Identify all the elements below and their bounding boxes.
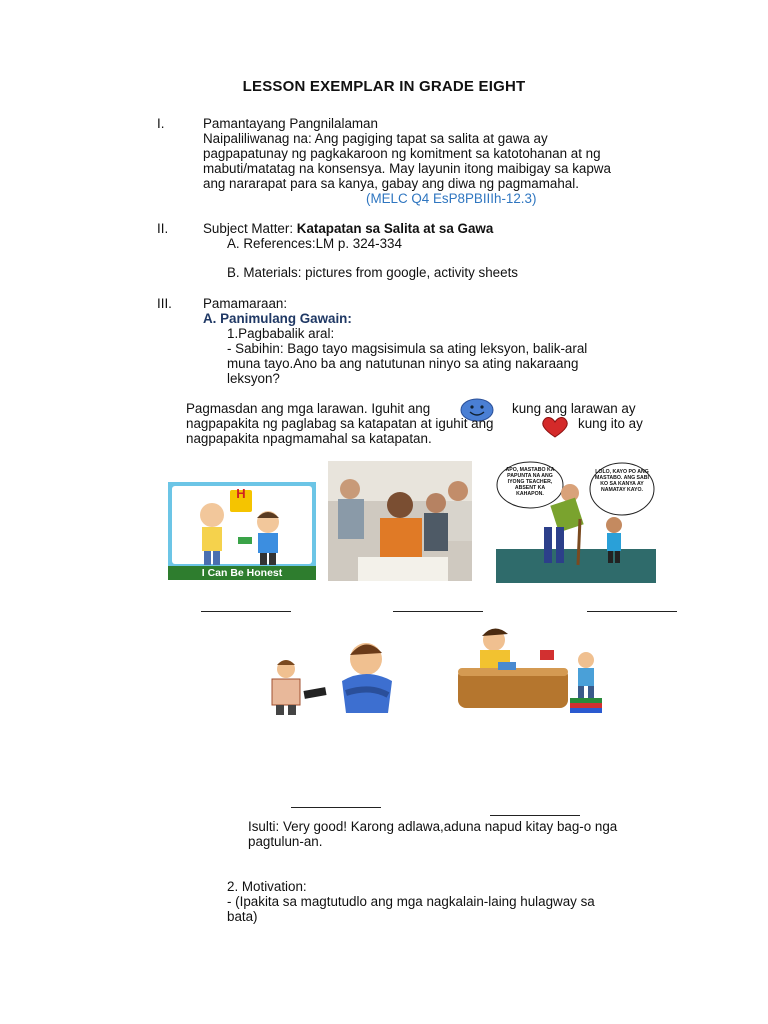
speech-bubble-left: APO, MASTABO KA PAPUNTA NA ANG IYONG TEACHER, ABSENT KA KAHAPON.	[505, 467, 555, 497]
section-1-line: ang nararapat para sa kanya, gabay ang diwa ng pagmamahal.	[203, 176, 579, 191]
pagbabalik-aral: 1.Pagbabalik aral:	[227, 326, 335, 341]
say-line: leksyon?	[227, 371, 280, 386]
answer-blank[interactable]	[490, 815, 580, 816]
answer-blank[interactable]	[201, 611, 291, 612]
section-3-heading: Pamamaraan:	[203, 296, 288, 311]
section-3-numeral: III.	[157, 296, 172, 311]
praise-line: pagtulun-an.	[248, 834, 323, 849]
section-1-line: pagpapatunay ng pagkakaroon ng komitment sa katotohanan at ng	[203, 146, 601, 161]
speech-bubble-right: LOLO, KAYO PO ANG MASTABO. ANG SABI KO SA KANYA AY NAMATAY KAYO.	[595, 469, 649, 493]
page-title: LESSON EXEMPLAR IN GRADE EIGHT	[242, 78, 526, 95]
answer-blank[interactable]	[587, 611, 677, 612]
melc-code: (MELC Q4 EsP8PBIIIh-12.3)	[366, 191, 537, 206]
picture-classroom-exam	[328, 461, 472, 581]
materials: B. Materials: pictures from google, activity sheets	[227, 265, 518, 280]
picture-teacher-and-child	[454, 622, 614, 716]
say-line: - Sabihin: Bago tayo magsisimula sa ating leksyon, balik-aral	[227, 341, 588, 356]
instruction-line: kung ito ay	[578, 416, 643, 431]
motivation-line: - (Ipakita sa magtutudlo ang mga nagkalain-laing hulagway sa	[227, 894, 595, 909]
references: A. References:LM p. 324-334	[227, 236, 402, 251]
praise-line: Isulti: Very good! Karong adlawa,aduna napud kitay bag-o nga	[248, 819, 618, 834]
picture-boy-and-man	[266, 637, 426, 717]
honesty-badge-letter: H	[236, 486, 246, 501]
subject-title: Katapatan sa Salita at sa Gawa	[296, 221, 494, 236]
picture-i-can-be-honest	[168, 482, 316, 580]
say-line: muna tayo.Ano ba ang natutunan ninyo sa ating nakaraang	[227, 356, 579, 371]
panimulang-gawain-heading: A. Panimulang Gawain:	[203, 311, 352, 326]
section-1-numeral: I.	[157, 116, 165, 131]
section-1-heading: Pamantayang Pangnilalaman	[203, 116, 378, 131]
honest-caption: I Can Be Honest	[201, 567, 283, 579]
heart-icon	[540, 415, 570, 439]
instruction-line: kung ang larawan ay	[512, 401, 636, 416]
answer-blank[interactable]	[393, 611, 483, 612]
instruction-line: Pagmasdan ang mga larawan. Iguhit ang	[186, 401, 431, 416]
subject-label: Subject Matter:	[203, 221, 297, 236]
section-2-numeral: II.	[157, 221, 169, 236]
instruction-line: nagpapakita npagmamahal sa katapatan.	[186, 431, 432, 446]
instruction-line: nagpapakita ng paglabag sa katapatan at iguhit ang	[186, 416, 494, 431]
section-1-line: mabuti/matatag na konsensya. May layunin itong maibigay sa kapwa	[203, 161, 611, 176]
subject-matter	[203, 221, 493, 236]
motivation-heading: 2. Motivation:	[227, 879, 307, 894]
answer-blank[interactable]	[291, 807, 381, 808]
section-1-line: Naipaliliwanag na: Ang pagiging tapat sa salita at gawa ay	[203, 131, 548, 146]
picture-grandfather-comic	[496, 461, 656, 583]
motivation-line: bata)	[227, 909, 258, 924]
